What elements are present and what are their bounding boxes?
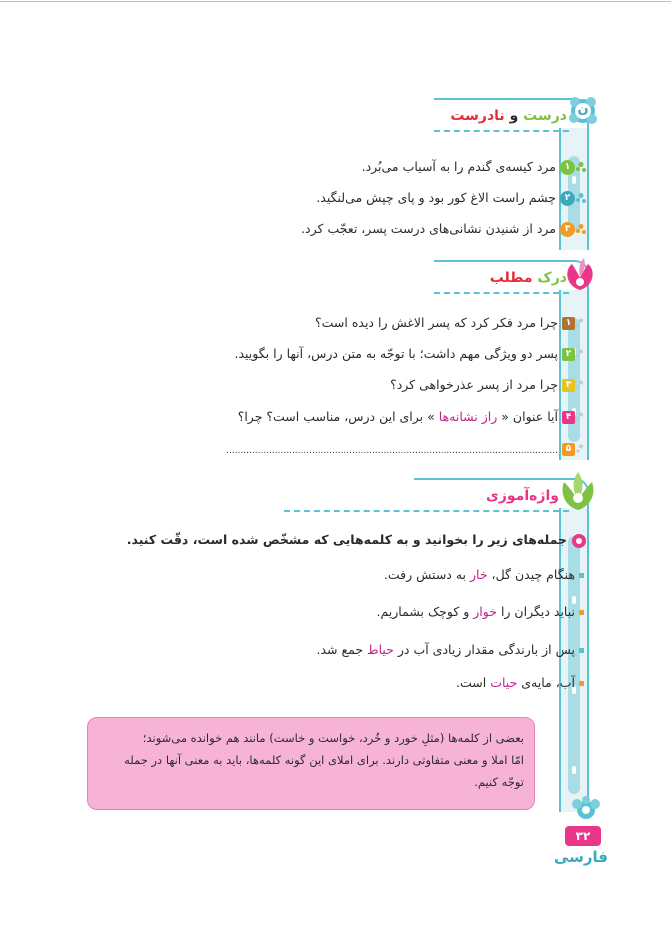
tf-item-3: [301, 220, 586, 238]
title-understanding: درک: [537, 270, 567, 286]
sprig-icon: [576, 224, 586, 236]
sentence-4: [456, 674, 584, 692]
item-text-pre: آیا عنوان «: [501, 409, 558, 424]
item-number: ۳: [560, 222, 575, 237]
item-number: ۱: [560, 160, 575, 175]
title-incorrect: نادرست: [450, 108, 505, 124]
footer-flower-icon: [566, 795, 606, 825]
page-number: ۳۲: [565, 826, 601, 846]
sentence-text: است.: [456, 675, 491, 690]
title-content: مطلب: [489, 270, 533, 286]
sprig-icon: [576, 380, 586, 392]
item-text: چرا مرد فکر کرد که پسر الاغش را دیده است؟: [315, 315, 558, 330]
flower-bullet-icon: [570, 533, 588, 549]
sentence-text: به دستش رفت.: [383, 567, 470, 582]
question-item-2: [235, 345, 587, 363]
note-line-2: امّا املا و معنی متفاوتی دارند. برای املای این گونه کلمه‌ها، باید به معنی آنها در جمله: [124, 753, 524, 767]
question-item-4: [238, 408, 586, 426]
note-line-3: توجّه کنیم.: [474, 775, 524, 789]
instruction-text: جمله‌های زیر را بخوانید و به کلمه‌هایی که مشخّص شده است، دقّت کنید.: [126, 532, 567, 547]
item-number: ۴: [562, 411, 575, 424]
badge-letter: ن: [577, 102, 589, 117]
section-1-title: [0, 108, 567, 124]
sentence-2: [377, 603, 585, 621]
rail-section-3: [559, 508, 589, 812]
leaf-badge-icon: [558, 470, 598, 514]
item-text: مرد کیسه‌ی گندم را به آسیاب می‌بُرد.: [361, 159, 556, 174]
item-text: چرا مرد از پسر عذرخواهی کرد؟: [390, 377, 558, 392]
sprig-icon: [576, 318, 586, 330]
item-number: ۵: [562, 443, 575, 456]
instruction: [127, 531, 588, 549]
sprig-icon: [576, 412, 586, 424]
section-2-title: [0, 270, 567, 286]
flower-badge-icon: [566, 94, 600, 128]
answer-dotted-line: ....................................................................................................................: [226, 446, 558, 456]
sentence-text: نباید دیگران را: [496, 604, 575, 619]
square-bullet: [579, 573, 584, 578]
sprig-icon: [576, 193, 586, 205]
square-bullet: [579, 681, 584, 686]
item-text-highlight: راز نشانه‌ها: [434, 409, 502, 424]
section-3-title: واژه‌آموزی: [486, 488, 559, 504]
question-item-5: [226, 440, 586, 460]
title-correct: درست: [523, 108, 567, 124]
note-line-1: بعضی از کلمه‌ها (مثلِ خورد و خُرد، خواست و خاست) مانند هم خوانده می‌شوند؛: [142, 731, 524, 745]
question-item-1: [315, 314, 586, 332]
highlight-word: خوار: [473, 604, 497, 619]
sentence-1: [384, 566, 584, 584]
sentence-text: آب، مایه‌ی: [517, 675, 575, 690]
sentence-text: هنگام چیدن گل،: [487, 567, 575, 582]
item-text-post: » برای این درس، مناسب است؟ چرا؟: [237, 409, 435, 424]
highlight-word: حیات: [490, 675, 518, 690]
item-text: پسر دو ویژگی مهم داشت؛ با توجّه به متن درس، آنها را بگویید.: [234, 346, 558, 361]
sentence-text: و کوچک بشماریم.: [376, 604, 474, 619]
square-bullet: [579, 648, 584, 653]
item-number: ۳: [562, 379, 575, 392]
sentence-text: جمع شد.: [316, 642, 368, 657]
item-number: ۲: [560, 191, 575, 206]
square-bullet: [579, 610, 584, 615]
sprig-icon: [576, 444, 586, 456]
item-text: چشم راست الاغ کور بود و پای چپش می‌لنگید.: [316, 190, 556, 205]
sentence-text: پس از بارندگی مقدار زیادی آب در: [393, 642, 575, 657]
sprig-icon: [576, 162, 586, 174]
highlight-word: حیاط: [367, 642, 394, 657]
item-number: ۲: [562, 348, 575, 361]
question-item-3: [390, 376, 586, 394]
title-and: و: [504, 108, 524, 124]
note-box: [87, 717, 535, 810]
item-number: ۱: [562, 317, 575, 330]
top-rule: [0, 1, 671, 2]
sentence-3: [316, 641, 584, 659]
flower-badge-icon: [562, 256, 598, 294]
highlight-word: خار: [469, 567, 488, 582]
sprig-icon: [576, 349, 586, 361]
item-text: مرد از شنیدن نشانی‌های درست پسر، تعجّب کرد.: [301, 221, 556, 236]
footer-logo-text: فارسی: [553, 848, 608, 866]
tf-item-1: [362, 158, 586, 176]
tf-item-2: [316, 189, 586, 207]
